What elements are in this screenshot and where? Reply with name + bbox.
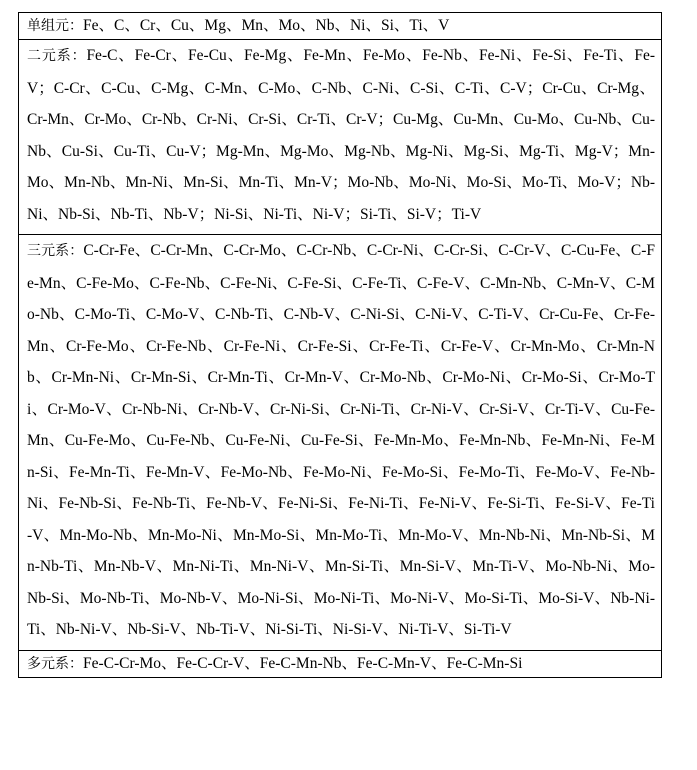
unary-content: Fe、C、Cr、Cu、Mg、Mn、Mo、Nb、Ni、Si、Ti、V bbox=[83, 17, 450, 34]
binary-row bbox=[19, 39, 661, 234]
unary-row bbox=[19, 13, 661, 39]
binary-label: 二元系： bbox=[27, 48, 87, 64]
multi-label: 多元系： bbox=[27, 655, 83, 672]
ternary-row bbox=[19, 234, 661, 650]
ternary-content: C-Cr-Fe、C-Cr-Mn、C-Cr-Mo、C-Cr-Nb、C-Cr-Ni、C-Cr-Si、C-Cr-V、C-Cu-Fe、C-Fe-Mn、C-Fe-Mo、C-Fe-Nb、C-Fe-Ni、C-Fe-Si、C-Fe-Ti、C-Fe-V、C-Mn-Nb、C-Mn-V、C-Mo-Nb、C-Mo-Ti、C-Mo-V、C-Nb-Ti、C-Nb-V、C-Ni-Si、C-Ni-V、C-Ti-V、Cr-Cu-Fe、Cr-Fe-Mn、Cr-Fe-Mo、Cr-Fe-Nb、Cr-Fe-Ni、Cr-Fe-Si、Cr-Fe-Ti、Cr-Fe-V、Cr-Mn-Mo、Cr-Mn-Nb、Cr-Mn-Ni、Cr-Mn-Si、Cr-Mn-Ti、Cr-Mn-V、Cr-Mo-Nb、Cr-Mo-Ni、Cr-Mo-Si、Cr-Mo-Ti、Cr-Mo-V、Cr-Nb-Ni、Cr-Nb-V、Cr-Ni-Si、Cr-Ni-Ti、Cr-Ni-V、Cr-Si-V、Cr-Ti-V、Cu-Fe-Mn、Cu-Fe-Mo、Cu-Fe-Nb、Cu-Fe-Ni、Cu-Fe-Si、Fe-Mn-Mo、Fe-Mn-Nb、Fe-Mn-Ni、Fe-Mn-Si、Fe-Mn-Ti、Fe-Mn-V、Fe-Mo-Nb、Fe-Mo-Ni、Fe-Mo-Si、Fe-Mo-Ti、Fe-Mo-V、Fe-Nb-Ni、Fe-Nb-Si、Fe-Nb-Ti、Fe-Nb-V、Fe-Ni-Si、Fe-Ni-Ti、Fe-Ni-V、Fe-Si-Ti、Fe-Si-V、Fe-Ti-V、Mn-Mo-Nb、Mn-Mo-Ni、Mn-Mo-Si、Mn-Mo-Ti、Mn-Mo-V、Mn-Nb-Ni、Mn-Nb-Si、Mn-Nb-Ti、Mn-Nb-V、Mn-Ni-Ti、Mn-Ni-V、Mn-Si-Ti、Mn-Si-V、Mn-Ti-V、Mo-Nb-Ni、Mo-Nb-Si、Mo-Nb-Ti、Mo-Nb-V、Mo-Ni-Si、Mo-Ni-Ti、Mo-Ni-V、Mo-Si-Ti、Mo-Si-V、Nb-Ni-Ti、Nb-Ni-V、Nb-Si-V、Nb-Ti-V、Ni-Si-Ti、Ni-Si-V、Ni-Ti-V、Si-Ti-V bbox=[27, 242, 655, 638]
binary-content: Fe-C、Fe-Cr、Fe-Cu、Fe-Mg、Fe-Mn、Fe-Mo、Fe-Nb、Fe-Ni、Fe-Si、Fe-Ti、Fe-V；C-Cr、C-Cu、C-Mg、C-Mn、C-Mo、C-Nb、C-Ni、C-Si、C-Ti、C-V；Cr-Cu、Cr-Mg、Cr-Mn、Cr-Mo、Cr-Nb、Cr-Ni、Cr-Si、Cr-Ti、Cr-V；Cu-Mg、Cu-Mn、Cu-Mo、Cu-Nb、Cu-Nb、Cu-Si、Cu-Ti、Cu-V；Mg-Mn、Mg-Mo、Mg-Nb、Mg-Ni、Mg-Si、Mg-Ti、Mg-V；Mn-Mo、Mn-Nb、Mn-Ni、Mn-Si、Mn-Ti、Mn-V；Mo-Nb、Mo-Ni、Mo-Si、Mo-Ti、Mo-V；Nb-Ni、Nb-Si、Nb-Ti、Nb-V；Ni-Si、Ni-Ti、Ni-V；Si-Ti、Si-V；Ti-V bbox=[27, 47, 656, 223]
alloy-systems-table bbox=[18, 12, 662, 678]
multi-content: Fe-C-Cr-Mo、Fe-C-Cr-V、Fe-C-Mn-Nb、Fe-C-Mn-V、Fe-C-Mn-Si bbox=[83, 654, 523, 672]
ternary-label: 三元系： bbox=[27, 243, 84, 259]
multi-row bbox=[19, 650, 661, 677]
unary-label: 单组元： bbox=[27, 18, 83, 34]
